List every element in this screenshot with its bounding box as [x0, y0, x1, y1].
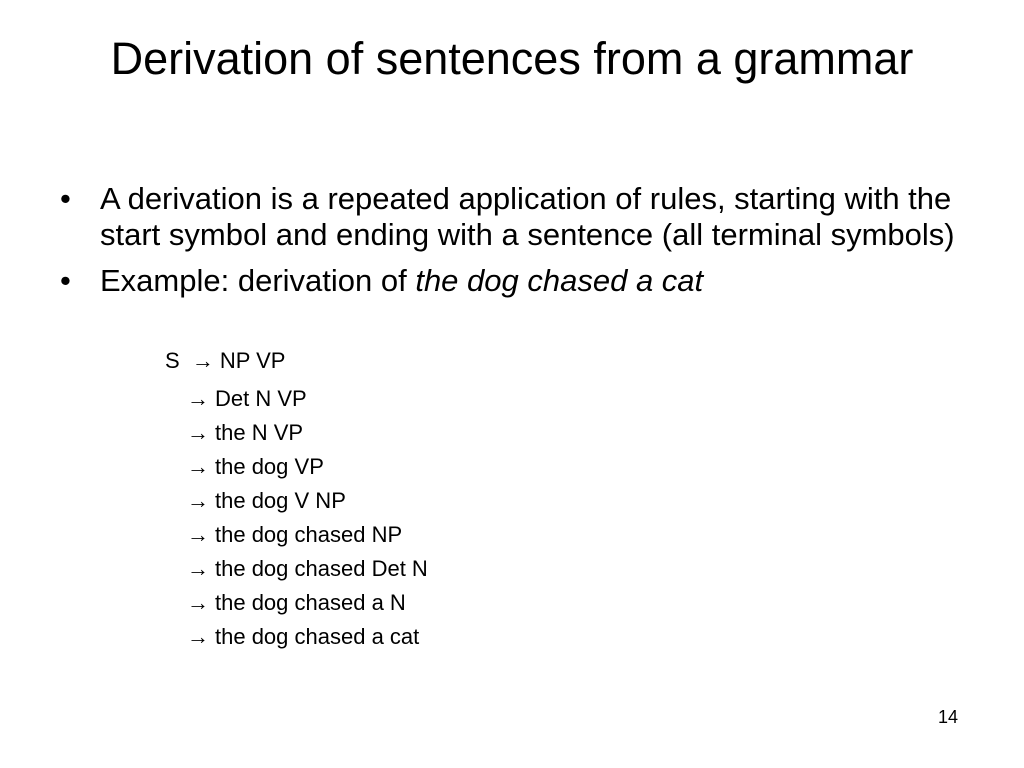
derivation-step-text: the dog V NP: [215, 488, 346, 513]
arrow-right-icon: →: [187, 624, 209, 649]
derivation-step-text: the N VP: [215, 420, 304, 445]
page-number: 14: [938, 707, 959, 727]
arrow-right-icon: →: [187, 488, 209, 513]
bullet-item-example: [58, 263, 958, 299]
arrow-right-icon: →: [187, 590, 209, 615]
arrow-right-icon: →: [191, 348, 214, 373]
derivation-step: [187, 420, 303, 446]
start-symbol: S: [165, 348, 180, 373]
bullet-item-definition: [58, 181, 958, 253]
arrow-right-icon: →: [187, 522, 209, 547]
derivation-step-text: the dog chased a N: [215, 590, 406, 615]
derivation-step-text: Det N VP: [215, 386, 307, 411]
derivation-step-text: the dog chased a cat: [215, 624, 420, 649]
bullet-text-italic: the dog chased a cat: [415, 263, 704, 298]
arrow-right-icon: →: [187, 386, 209, 411]
arrow-right-icon: →: [187, 556, 209, 581]
bullet-marker: •: [60, 181, 71, 216]
arrow-right-icon: →: [187, 420, 209, 445]
derivation-step: [187, 454, 324, 480]
derivation-step-text: the dog chased NP: [215, 522, 403, 547]
bullet-text: A derivation is a repeated application of rules, starting with the start symbol and ending with a sentence (all terminal symbols): [100, 181, 955, 252]
derivation-step: [187, 386, 307, 412]
derivation-step: [187, 590, 406, 616]
derivation-step: [187, 488, 346, 514]
derivation-step: [187, 556, 428, 582]
derivation-step-start: [165, 348, 285, 374]
derivation-step: [187, 624, 419, 650]
derivation-step: [187, 522, 402, 548]
bullet-marker: •: [60, 263, 71, 298]
slide-title: Derivation of sentences from a grammar: [110, 33, 914, 84]
derivation-step-text: NP VP: [219, 348, 286, 373]
bullet-text-plain: Example: derivation of: [100, 263, 416, 298]
derivation-step-text: the dog chased Det N: [215, 556, 428, 581]
derivation-step-text: the dog VP: [215, 454, 324, 479]
bullet-list: [58, 181, 958, 309]
arrow-right-icon: →: [187, 454, 209, 479]
